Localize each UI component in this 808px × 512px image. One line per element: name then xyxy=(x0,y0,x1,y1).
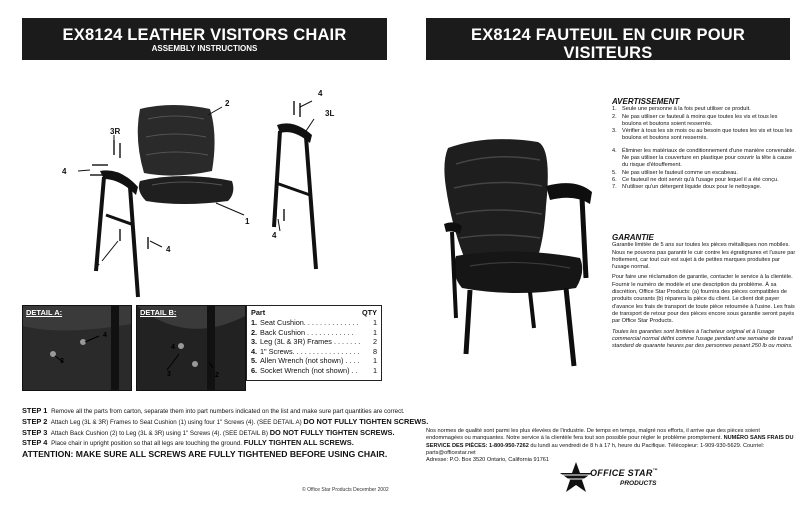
detail-b-callout-back: 2 xyxy=(215,372,219,379)
warning-item: 3. Vérifier à tous les six mois ou au besoin que toutes les vis et tous les boulons et boutons sont resserrés. xyxy=(612,128,793,142)
parts-row: 5. Allen Wrench (not shown) . . . . 1 xyxy=(251,356,377,365)
parts-header-qty: QTY xyxy=(362,308,377,317)
logo-name: OFFICE STAR™ xyxy=(590,468,658,478)
warning-section xyxy=(612,98,796,192)
warning-item: 2. Ne pas utiliser ce fauteuil à moins que toutes les vis et tous les boulons et boutons soient resserrés. xyxy=(612,113,778,127)
parts-header-part: Part xyxy=(251,308,266,317)
detail-b-label: DETAIL B: xyxy=(140,308,177,317)
warranty-paragraph-2: Pour faire une réclamation de garantie, contacter le service à la clientèle. Fournir le numéro de modèle et une description du problème. À sa discrétion, Office Star Products: (a) fournira des pièces compatibles de produits courants (b) réparera la pièce du client. Le client doit payer d'avance les frais de transport de toute pièce retournée à l'usine. Les frais de transport de retour pour des pièces encore sous garantie seront payés par Office Star Products. xyxy=(612,274,795,325)
chair-illustration xyxy=(426,128,622,378)
page-subtitle-fr: MODE D'EMPLOI xyxy=(575,62,641,71)
footer-address: Adresse: P.O. Box 3520 Ontario, California 91761 xyxy=(426,457,550,464)
parts-service-footer xyxy=(426,428,798,464)
assembly-steps xyxy=(22,406,429,460)
detail-b-photo xyxy=(136,305,246,391)
callout-screw-side: 4 xyxy=(62,167,67,176)
callout-frame-3l: 3L xyxy=(325,109,335,118)
warning-item: 1. Seule une personne à la fois peut utiliser ce produit. xyxy=(612,106,751,113)
warning-item: 4. Éliminer les matériaux de conditionnement d'une manière convenable. Ne pas utiliser la couverture en plastique pour couvrir la tête à cause du risque d'étouffement. xyxy=(612,147,796,169)
warranty-paragraph-1: Garantie limitée de 5 ans sur toutes les pièces métalliques non mobiles. Nous ne pouvons pas garantir le cuir contre les égratignures et l'usure par frottement, car tout cuir est sujet à de petites marques produites par l'usage normal. xyxy=(612,242,796,271)
detail-a-callout-frame: 3 xyxy=(60,358,64,365)
parts-row: 1. Seat Cushion. . . . . . . . . . . . . . 1 xyxy=(251,318,377,327)
callout-frame-3r: 3R xyxy=(110,127,121,136)
parts-list xyxy=(246,305,382,381)
warranty-section xyxy=(612,234,796,353)
callout-screw-bottom: 4 xyxy=(95,259,100,268)
warning-item: 6. Ce fauteuil ne doit servir qu'à l'usage pour lequel il a été conçu. xyxy=(612,176,779,183)
step-3: STEP 3 Attach Back Cushion (2) to Leg (3L & 3R) using 1" Screws (4). (SEE DETAIL B) DO NOT FULLY TIGHTEN SCREWS. xyxy=(22,427,395,437)
logo-products: PRODUCTS xyxy=(620,480,657,487)
callout-screw-top: 4 xyxy=(318,89,323,98)
attention-notice: ATTENTION: MAKE SURE ALL SCREWS ARE FULLY TIGHTENED BEFORE USING CHAIR. xyxy=(22,449,388,460)
warranty-paragraph-3: Toutes les garanties sont limitées à l'acheteur original et à l'usage commercial normal défini comme l'usage pendant une semaine de travail standard de quarante heures par des personnes pesant 250 lb ou moins. xyxy=(612,328,793,350)
warranty-title: GARANTIE xyxy=(612,233,654,242)
warning-item: 5. Ne pas utiliser le fauteuil comme un escabeau. xyxy=(612,169,738,176)
warning-item: 7. N'utiliser qu'un détergent liquide doux pour le nettoyage. xyxy=(612,184,762,191)
footer-text: Nos normes de qualité sont parmi les plus élevées de l'industrie. De temps en temps, malgré nos efforts, il arrive que des pièces soient endommagées ou manquantes. Notre service à la clientèle fera tout son possible pour régler le problème promptement. xyxy=(426,428,760,442)
page-title: EX8124 LEATHER VISITORS CHAIR xyxy=(62,26,347,44)
detail-a-callout-screw: 4 xyxy=(103,332,107,339)
page-title-fr: EX8124 FAUTEUIL EN CUIR POUR VISITEURS xyxy=(471,26,745,62)
french-page xyxy=(404,0,808,512)
detail-b-callout-frame: 3 xyxy=(167,371,171,378)
parts-row: 3. Leg (3L & 3R) Frames . . . . . . . 2 xyxy=(251,337,377,346)
office-star-logo xyxy=(556,460,686,494)
detail-b-image xyxy=(137,306,245,390)
title-banner-fr xyxy=(426,18,790,71)
parts-row: 2. Back Cushion . . . . . . . . . . . . 1 xyxy=(251,327,377,337)
detail-a-label: DETAIL A: xyxy=(26,308,63,317)
detail-a-image xyxy=(23,306,131,390)
parts-row: 6. Socket Wrench (not shown) . . 1 xyxy=(251,365,377,375)
page-subtitle: ASSEMBLY INSTRUCTIONS xyxy=(151,44,258,53)
footer-phone: NUMÉRO SANS FRAIS DU SERVICE DES PIÈCES: 1-800-950-7262 xyxy=(426,435,794,449)
copyright: © Office Star Products December 2002 xyxy=(302,487,389,493)
detail-a-photo xyxy=(22,305,132,391)
callout-seat-cushion: 1 xyxy=(245,217,250,226)
callout-screw-right: 4 xyxy=(272,231,277,240)
step-2: STEP 2 Attach Leg (3L & 3R) Frames to Seat Cushion (1) using four 1" Screws (4). (SEE DETAIL A) DO NOT FULLY TIGHTEN SCREWS. xyxy=(22,416,429,426)
parts-row: 4. 1" Screws. . . . . . . . . . . . . . . . . 8 xyxy=(251,346,377,356)
footer-hours: du lundi au vendredi de 8 h à 17 h, heure du Pacifique. Télécopieur: 1-909-930-5629. Courriel: parts@officestar.net xyxy=(426,442,765,456)
chair-photo xyxy=(426,128,622,378)
warning-title: AVERTISSEMENT xyxy=(612,97,680,106)
detail-b-callout-screw: 4 xyxy=(171,344,175,351)
callout-screw-seat: 4 xyxy=(166,245,171,254)
exploded-assembly-diagram xyxy=(22,75,387,300)
step-1: STEP 1 Remove all the parts from carton, separate them into part numbers indicated on the list and make sure part quantities are correct. xyxy=(22,406,405,415)
callout-back-cushion: 2 xyxy=(225,99,230,108)
title-banner xyxy=(22,18,387,60)
step-4: STEP 4 Place chair in upright position so that all legs are touching the ground. FULLY TIGHTEN ALL SCREWS. xyxy=(22,438,354,448)
